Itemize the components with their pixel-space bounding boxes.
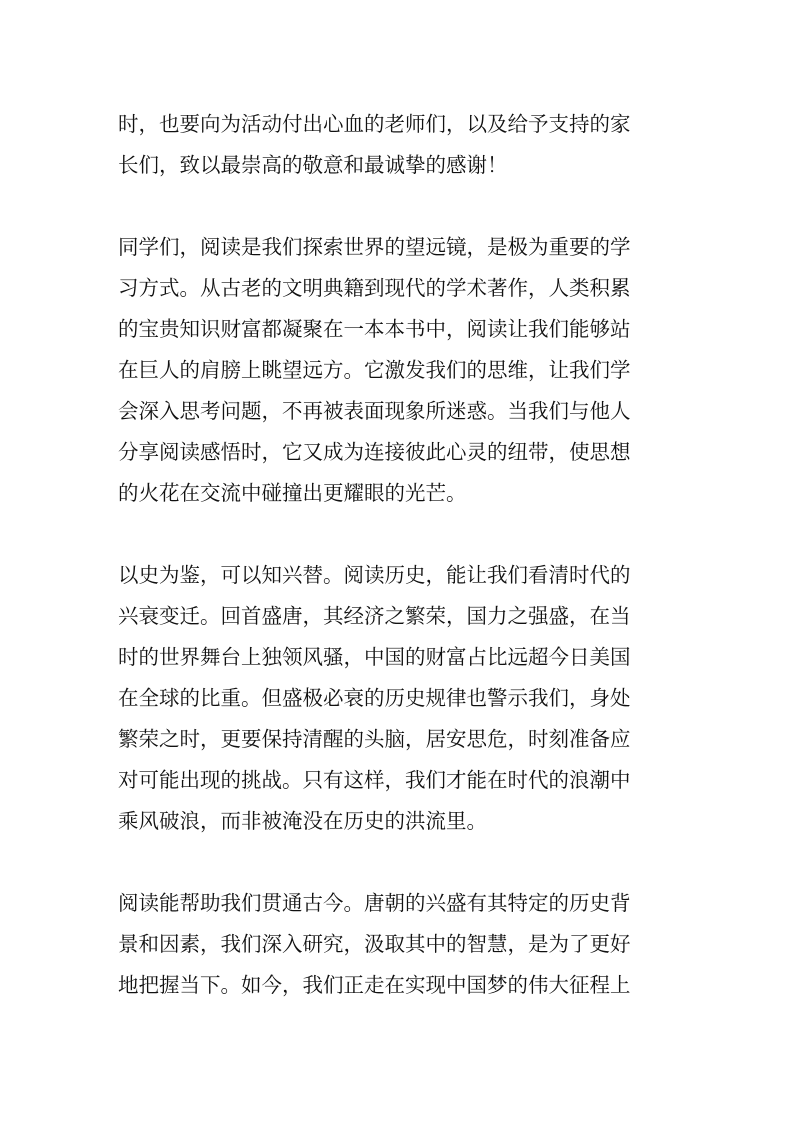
text-line: 分享阅读感悟时，它又成为连接彼此心灵的纽带，使思想 [118,440,631,464]
text-line: 会深入思考问题，不再被表面现象所迷惑。当我们与他人 [118,399,631,423]
text-line: 的宝贵知识财富都凝聚在一本本书中，阅读让我们能够站 [118,317,631,341]
text-line: 对可能出现的挑战。只有这样，我们才能在时代的浪潮中 [118,768,631,792]
text-line: 繁荣之时，更要保持清醒的头脑，居安思危，时刻准备应 [118,727,631,751]
document-body [118,104,674,1047]
text-line: 景和因素，我们深入研究，汲取其中的智慧，是为了更好 [118,932,631,956]
text-line: 时的世界舞台上独领风骚，中国的财富占比远超今日美国 [118,645,631,669]
text-line: 的火花在交流中碰撞出更耀眼的光芒。 [118,481,467,505]
text-line: 以史为鉴，可以知兴替。阅读历史，能让我们看清时代的 [118,563,631,587]
paragraph-history-lesson [118,555,674,842]
paragraph-thanks [118,104,674,186]
text-line: 同学们，阅读是我们探索世界的望远镜，是极为重要的学 [118,235,631,259]
text-line: 时，也要向为活动付出心血的老师们，以及给予支持的家 [118,112,631,136]
text-line: 在全球的比重。但盛极必衰的历史规律也警示我们，身处 [118,686,631,710]
text-line: 地把握当下。如今，我们正走在实现中国梦的伟大征程上 [118,973,631,997]
text-line: 习方式。从古老的文明典籍到现代的学术著作，人类积累 [118,276,631,300]
paragraph-past-and-present [118,883,674,1006]
paragraph-reading-importance [118,227,674,514]
text-line: 乘风破浪，而非被淹没在历史的洪流里。 [118,809,487,833]
text-line: 兴衰变迁。回首盛唐，其经济之繁荣，国力之强盛，在当 [118,604,631,628]
text-line: 阅读能帮助我们贯通古今。唐朝的兴盛有其特定的历史背 [118,891,631,915]
text-line: 长们，致以最崇高的敬意和最诚挚的感谢！ [118,153,508,177]
text-line: 在巨人的肩膀上眺望远方。它激发我们的思维，让我们学 [118,358,631,382]
